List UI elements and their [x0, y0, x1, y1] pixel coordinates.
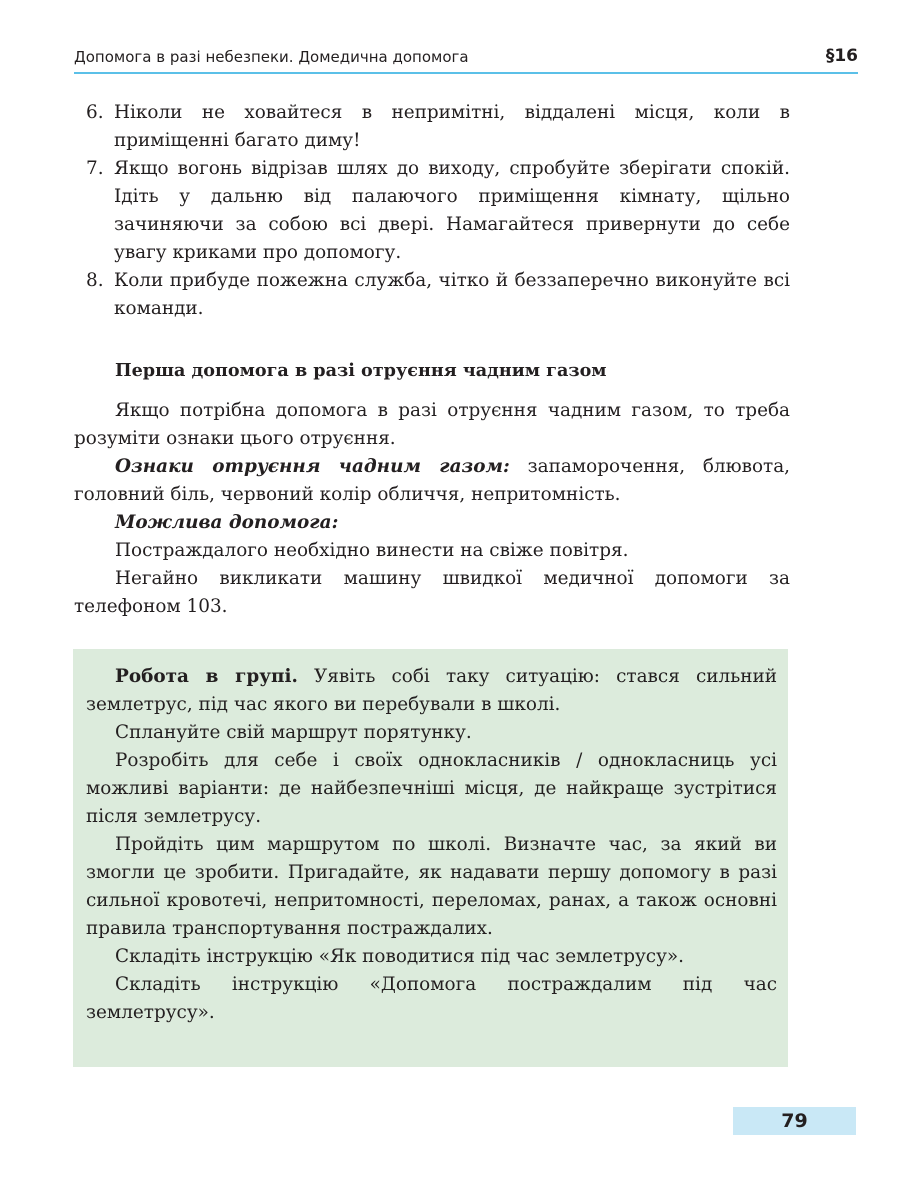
group-work-intro: Уявіть собі таку ситуацію: стався сильний землетрус, під час якого ви перебували в школі. — [86, 666, 777, 715]
paragraph: Розробіть для себе і своїх однокласників / однокласниць усі можливі варіанти: де найбезпечніші місця, де найкраще зустрітися після землетрусу. — [86, 750, 777, 827]
paragraph — [74, 453, 790, 509]
paragraph: Негайно викликати машину швидкої медичної допомоги за телефоном 103. — [74, 568, 790, 617]
paragraph: Постраждалого необхідно винести на свіже повітря. — [115, 540, 629, 561]
numbered-list — [86, 99, 790, 323]
symptoms-label: Ознаки отруєння чадним газом: — [115, 456, 510, 477]
group-work-box — [73, 649, 788, 1067]
paragraph: Якщо потрібна допомога в разі отруєння чадним газом, то треба розуміти ознаки цього отруєння. — [74, 400, 790, 449]
section-number: §16 — [825, 46, 858, 66]
paragraph — [74, 509, 790, 537]
body-text — [74, 397, 790, 621]
list-item-number: 8. — [86, 270, 104, 291]
help-label: Можлива допомога: — [115, 512, 339, 533]
symptoms-text: запаморочення, блювота, головний біль, червоний колір обличчя, непритомність. — [74, 456, 790, 505]
group-work-label: Робота в групі. — [115, 666, 298, 687]
list-item — [86, 99, 790, 155]
paragraph: Сплануйте свій маршрут порятунку. — [115, 722, 472, 743]
paragraph: Пройдіть цим маршрутом по школі. Визначте час, за який ви змогли це зробити. Пригадайте, як надавати першу допомогу в разі сильної кровотечі, непритомності, переломах, ранах, а також основні правила транспортування постраждалих. — [86, 834, 777, 939]
list-item-text: Ніколи не ховайтеся в непримітні, віддалені місця, коли в приміщенні багато диму! — [114, 102, 790, 151]
subsection-heading: Перша допомога в разі отруєння чадним газом — [115, 360, 607, 381]
paragraph — [86, 663, 777, 719]
list-item-number: 7. — [86, 158, 104, 179]
paragraph: Складіть інструкцію «Допомога постраждалим під час землетрусу». — [86, 974, 777, 1023]
list-item-text: Коли прибуде пожежна служба, чітко й беззаперечно виконуйте всі команди. — [114, 270, 790, 319]
running-header — [74, 44, 858, 74]
list-item-text: Якщо вогонь відрізав шлях до виходу, спробуйте зберігати спокій. Ідіть у дальню від палаючого приміщення кімнату, щільно зачиняючи за собою всі двері. Намагайтеся привернути до себе увагу криками про допомогу. — [114, 158, 790, 263]
page-number: 79 — [733, 1107, 856, 1135]
group-work-text — [86, 663, 777, 1027]
chapter-title: Допомога в разі небезпеки. Домедична допомога — [74, 48, 469, 66]
list-item — [86, 155, 790, 267]
list-item — [86, 267, 790, 323]
list-item-number: 6. — [86, 102, 104, 123]
paragraph: Складіть інструкцію «Як поводитися під час землетрусу». — [115, 946, 685, 967]
